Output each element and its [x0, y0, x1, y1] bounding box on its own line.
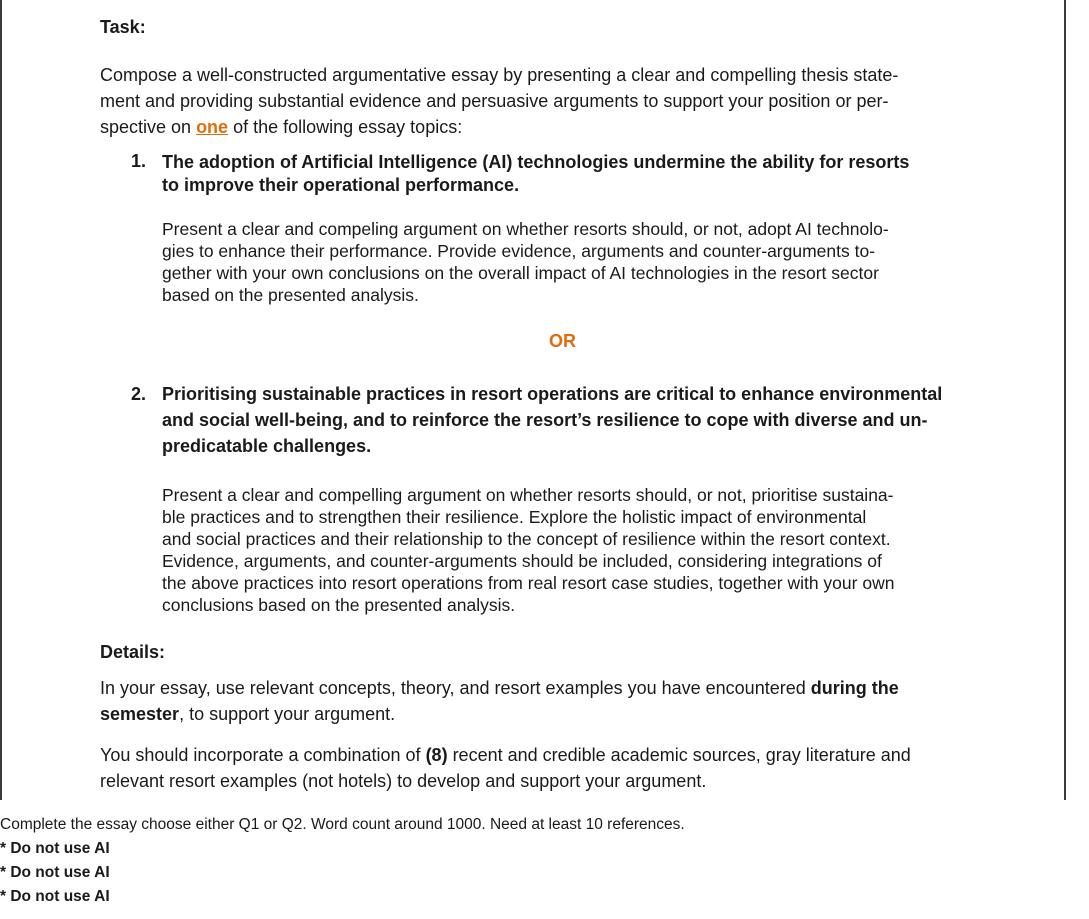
topic-body-line: gies to enhance their performance. Provide evidence, arguments and counter-arguments to-: [162, 241, 876, 261]
details-text: recent and credible academic sources, gray literature and: [447, 745, 911, 765]
intro-line: Compose a well-constructed argumentative essay by presenting a clear and compelling thesis state-: [100, 65, 899, 85]
topic-body-line: Present a clear and compelling argument on whether resorts should, or not, prioritise sustaina-: [162, 485, 894, 505]
warning-line: * Do not use AI: [0, 840, 110, 857]
topic-1-title: [162, 151, 1042, 197]
topic-2-description: [162, 484, 1042, 616]
topic-body-line: and social practices and their relationship to the concept of resilience within the resort context.: [162, 529, 891, 549]
topic-body-line: gether with your own conclusions on the overall impact of AI technologies in the resort sector: [162, 263, 879, 283]
topic-body-line: ble practices and to strengthen their resilience. Explore the holistic impact of environmental: [162, 507, 867, 527]
warning-line: * Do not use AI: [0, 864, 110, 881]
topic-title-line: to improve their operational performance.: [162, 175, 520, 195]
details-bold: during the: [810, 678, 899, 698]
details-text: In your essay, use relevant concepts, theory, and resort examples you have encountered: [100, 678, 811, 698]
topic-body-line: conclusions based on the presented analysis.: [162, 595, 516, 615]
topic-title-line: The adoption of Artificial Intelligence (AI) technologies undermine the ability for resorts: [162, 152, 910, 172]
details-line: [100, 742, 1000, 768]
intro-text: of the following essay topics:: [228, 117, 463, 137]
details-paragraph-2: [100, 742, 1000, 794]
instruction-text: Complete the essay choose either Q1 or Q2. Word count around 1000. Need at least 10 references.: [0, 816, 685, 833]
topic-body-line: Present a clear and compeling argument on whether resorts should, or not, adopt AI technolo-: [162, 219, 889, 239]
details-heading: Details:: [100, 642, 166, 662]
topic-title-line: predicatable challenges.: [162, 436, 372, 456]
topic-body-line: based on the presented analysis.: [162, 285, 419, 305]
topic-2-title: [162, 381, 1042, 459]
intro-line: [100, 114, 1000, 140]
warning-line: * Do not use AI: [0, 888, 110, 905]
topic-body-line: Evidence, arguments, and counter-arguments should be included, considering integrations of: [162, 551, 882, 571]
topic-title-line: and social well-being, and to reinforce the resort’s resilience to cope with diverse and un-: [162, 410, 928, 430]
details-line: [100, 701, 1000, 727]
topic-2-number: 2.: [131, 384, 147, 404]
details-line: [100, 675, 1000, 701]
topic-1-description: [162, 218, 1042, 306]
intro-text: spective on: [100, 117, 197, 137]
details-text: You should incorporate a combination of: [100, 745, 426, 765]
instruction-notes: [0, 813, 1080, 909]
details-bold: semester: [100, 704, 180, 724]
task-heading: Task:: [100, 17, 146, 37]
one-emphasis: one: [196, 117, 229, 137]
details-text: , to support your argument.: [179, 704, 396, 724]
intro-paragraph: [100, 62, 1000, 140]
topic-1-number: 1.: [131, 151, 147, 171]
topic-title-line: Prioritising sustainable practices in resort operations are critical to enhance environmental: [162, 384, 943, 404]
details-line: relevant resort examples (not hotels) to develop and support your argument.: [100, 771, 707, 791]
intro-line: ment and providing substantial evidence and persuasive arguments to support your position or per-: [100, 91, 889, 111]
details-bold: (8): [425, 745, 448, 765]
topic-body-line: the above practices into resort operations from real resort case studies, together with your own: [162, 573, 895, 593]
details-paragraph-1: [100, 675, 1000, 727]
or-separator: OR: [549, 331, 576, 351]
